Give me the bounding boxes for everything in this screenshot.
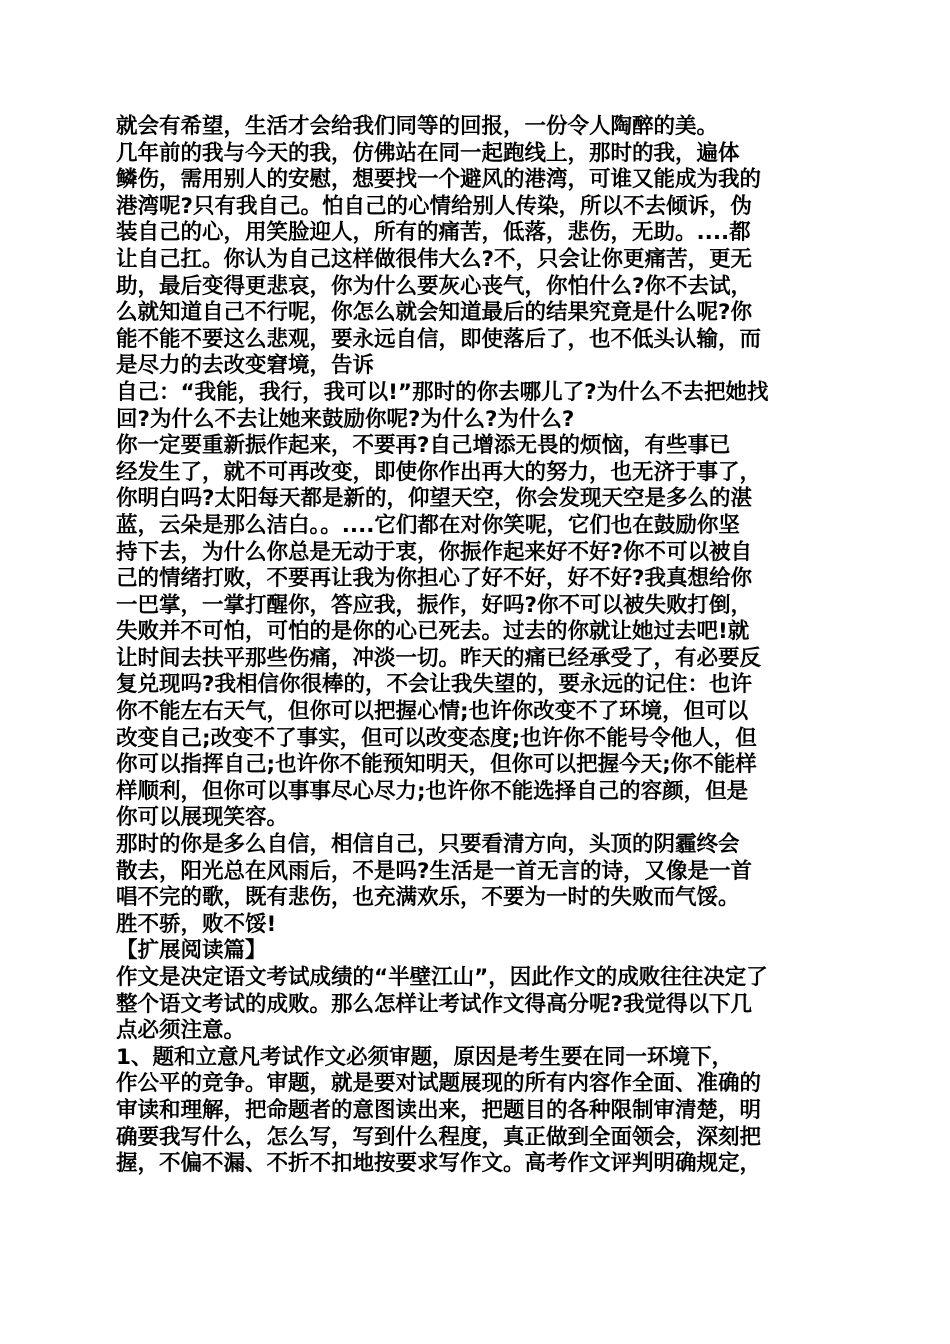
text-line: 能不能不要这么悲观，要永远自信，即使落后了，也不低头认输，而 <box>116 326 762 352</box>
text-line: 复兑现吗?我相信你很棒的，不会让我失望的，要永远的记住：也许 <box>116 672 752 698</box>
section-heading: 【扩展阅读篇】 <box>116 938 267 964</box>
text-line: 点必须注意。 <box>116 1018 246 1044</box>
text-line: 么就知道自己不行呢，你怎么就会知道最后的结果究竟是什么呢?你 <box>116 300 752 326</box>
text-line: 审读和理解，把命题者的意图读出来，把题目的各种限制审清楚，明 <box>116 1097 762 1123</box>
text-line: 唱不完的歌，既有悲伤，也充满欢乐，不要为一时的失败而气馁。 <box>116 885 740 911</box>
text-line: 改变自己;改变不了事实，但可以改变态度;也许你不能号令他人，但 <box>116 725 757 751</box>
text-line: 回?为什么不去让她来鼓励你呢?为什么?为什么? <box>116 406 575 432</box>
text-line: 你不能左右天气，但你可以把握心情;也许你改变不了环境，但可以 <box>116 699 749 725</box>
text-line: 港湾呢?只有我自己。怕自己的心情给别人传染，所以不去倾诉，伪 <box>116 193 752 219</box>
text-line: 你可以指挥自己;也许你不能预知明天，但你可以把握今天;你不能样 <box>116 752 757 778</box>
text-line: 散去，阳光总在风雨后，不是吗?生活是一首无言的诗，又像是一首 <box>116 858 752 884</box>
text-line: 装自己的心，用笑脸迎人，所有的痛苦，低落，悲伤，无助。....都 <box>116 220 751 246</box>
document-body <box>116 114 840 1178</box>
text-line: 胜不骄，败不馁! <box>116 911 277 937</box>
text-line: 是尽力的去改变窘境，告诉 <box>116 353 375 379</box>
text-line: 几年前的我与今天的我，仿佛站在同一起跑线上，那时的我，遍体 <box>116 140 740 166</box>
text-line: 持下去，为什么你总是无动于衷，你振作起来好不好?你不可以被自 <box>116 539 752 565</box>
text-line: 你一定要重新振作起来，不要再?自己增添无畏的烦恼，有些事已 <box>116 433 731 459</box>
text-line: 整个语文考试的成败。那么怎样让考试作文得高分呢?我觉得以下几 <box>116 991 752 1017</box>
text-line: 让时间去扶平那些伤痛，冲淡一切。昨天的痛已经承受了，有必要反 <box>116 645 762 671</box>
text-line: 就会有希望，生活才会给我们同等的回报，一份令人陶醉的美。 <box>116 114 719 139</box>
text-line: 作文是决定语文考试成绩的“半壁江山”，因此作文的成败往往决定了 <box>116 965 768 990</box>
text-line: 作公平的竞争。审题，就是要对试题展现的所有内容作全面、准确的 <box>116 1071 762 1097</box>
text-line: 你明白吗?太阳每天都是新的，仰望天空，你会发现天空是多么的湛 <box>116 486 752 512</box>
text-line: 你可以展现笑容。 <box>116 805 289 831</box>
text-line: 自己：“我能，我行，我可以!”那时的你去哪儿了?为什么不去把她找 <box>116 379 769 405</box>
text-line: 让自己扛。你认为自己这样做很伟大么?不，只会让你更痛苦，更无 <box>116 246 752 272</box>
text-line: 握，不偏不漏、不折不扣地按要求写作文。高考作文评判明确规定， <box>116 1151 762 1177</box>
text-line: 经发生了，就不可再改变，即使你作出再大的努力，也无济于事了， <box>116 459 762 485</box>
text-line: 蓝，云朵是那么洁白。。....它们都在对你笑呢，它们也在鼓励你坚 <box>116 512 740 538</box>
text-line: 确要我写什么，怎么写，写到什么程度，真正做到全面领会，深刻把 <box>116 1124 762 1150</box>
text-line: 助，最后变得更悲哀，你为什么要灰心丧气，你怕什么?你不去试， <box>116 273 752 299</box>
text-line: 那时的你是多么自信，相信自己，只要看清方向，头顶的阴霾终会 <box>116 832 740 858</box>
text-line: 样顺利，但你可以事事尽心尽力;也许你不能选择自己的容颜，但是 <box>116 778 749 804</box>
text-line: 1、题和立意凡考试作文必须审题，原因是考生要在同一环境下， <box>116 1044 733 1070</box>
text-line: 己的情绪打败，不要再让我为你担心了好不好，好不好?我真想给你 <box>116 566 752 592</box>
text-line: 失败并不可怕，可怕的是你的心已死去。过去的你就让她过去吧!就 <box>116 619 750 645</box>
text-line: 一巴掌，一掌打醒你，答应我，振作，好吗?你不可以被失败打倒， <box>116 592 752 618</box>
text-line: 鳞伤，需用别人的安慰，想要找一个避风的港湾，可谁又能成为我的 <box>116 167 762 193</box>
